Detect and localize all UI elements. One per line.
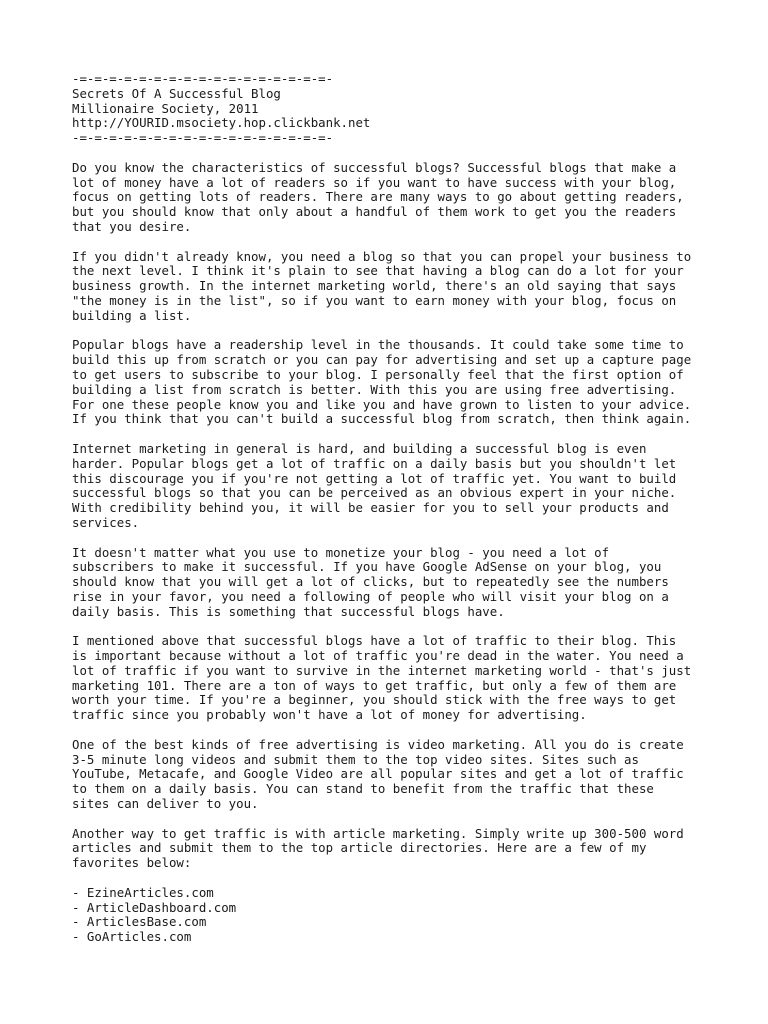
paragraph-line: Internet marketing in general is hard, and building a successful blog is even <box>72 440 647 456</box>
directory-list-item: - EzineArticles.com <box>72 884 214 900</box>
paragraph-line: building a list. <box>72 307 192 323</box>
paragraph-line: sites can deliver to you. <box>72 796 259 812</box>
header-rule-top: -=-=-=-=-=-=-=-=-=-=-=-=-=-=-=-=-=- <box>72 71 334 86</box>
paragraph-line: harder. Popular blogs get a lot of traffic on a daily basis but you shouldn't let <box>72 455 677 471</box>
paragraph-line: "the money is in the list", so if you want to earn money with your blog, focus on <box>72 292 677 308</box>
paragraph-line: daily basis. This is something that successful blogs have. <box>72 603 505 619</box>
paragraph-line: Another way to get traffic is with article marketing. Simply write up 300-500 word <box>72 825 684 841</box>
paragraph-line: lot of money have a lot of readers so if you want to have success with your blog, <box>72 174 677 190</box>
paragraph-line: that you desire. <box>72 218 192 234</box>
paragraph <box>72 442 712 531</box>
paragraph-line: It doesn't matter what you use to monetize your blog - you need a lot of <box>72 544 610 560</box>
paragraph-line: worth your time. If you're a beginner, you should stick with the free ways to get <box>72 692 677 708</box>
paragraph-line: services. <box>72 514 140 530</box>
directory-list-item: - GoArticles.com <box>72 929 192 945</box>
paragraph <box>72 338 712 427</box>
header-rule-bottom: -=-=-=-=-=-=-=-=-=-=-=-=-=-=-=-=-=- <box>72 130 334 146</box>
paragraph-line: With credibility behind you, it will be easier for you to sell your products and <box>72 500 669 516</box>
paragraph-line: should know that you will get a lot of clicks, but to repeatedly see the numbers <box>72 574 669 590</box>
paragraph-line: the next level. I think it's plain to see that having a blog can do a lot for your <box>72 263 684 279</box>
directory-list <box>72 886 712 945</box>
paragraph-line: business growth. In the internet marketing world, there's an old saying that says <box>72 278 677 294</box>
paragraph-line: subscribers to make it successful. If you have Google AdSense on your blog, you <box>72 559 662 575</box>
paragraph-line: articles and submit them to the top article directories. Here are a few of my <box>72 840 647 856</box>
paragraph-line: Popular blogs have a readership level in the thousands. It could take some time to <box>72 337 684 353</box>
paragraph <box>72 546 712 620</box>
paragraph-line: YouTube, Metacafe, and Google Video are all popular sites and get a lot of traffic <box>72 766 684 782</box>
paragraph-line: If you didn't already know, you need a blog so that you can propel your business to <box>72 248 692 264</box>
paragraph-line: One of the best kinds of free advertising is video marketing. All you do is create <box>72 736 684 752</box>
paragraph-line: is important because without a lot of traffic you're dead in the water. You need a <box>72 648 684 664</box>
document-header <box>72 72 712 146</box>
paragraph-line: traffic since you probably won't have a lot of money for advertising. <box>72 707 587 723</box>
paragraph-line: For one these people know you and like you and have grown to listen to your advice. <box>72 396 692 412</box>
paragraph-line: this discourage you if you're not getting a lot of traffic yet. You want to build <box>72 470 677 486</box>
document-title: Secrets Of A Successful Blog <box>72 85 281 101</box>
paragraph-line: but you should know that only about a handful of them work to get you the readers <box>72 204 677 220</box>
author-year: Millionaire Society, 2011 <box>72 100 259 116</box>
paragraph-line: 3-5 minute long videos and submit them to the top video sites. Sites such as <box>72 751 639 767</box>
document-body <box>72 161 712 871</box>
paragraph-line: to them on a daily basis. You can stand to benefit from the traffic that these <box>72 781 654 797</box>
directory-list-item: - ArticleDashboard.com <box>72 899 237 915</box>
paragraph-line: If you think that you can't build a successful blog from scratch, then think again. <box>72 411 692 427</box>
paragraph-line: Do you know the characteristics of successful blogs? Successful blogs that make a <box>72 159 677 175</box>
paragraph-line: marketing 101. There are a ton of ways to get traffic, but only a few of them are <box>72 677 677 693</box>
paragraph-line: to get users to subscribe to your blog. I personally feel that the first option of <box>72 366 684 382</box>
paragraph-line: favorites below: <box>72 855 192 871</box>
paragraph <box>72 250 712 324</box>
paragraph-line: lot of traffic if you want to survive in the internet marketing world - that's just <box>72 662 692 678</box>
paragraph-line: build this up from scratch or you can pay for advertising and set up a capture page <box>72 352 692 368</box>
directory-list-item: - ArticlesBase.com <box>72 914 207 930</box>
document-page <box>72 72 712 945</box>
paragraph-line: I mentioned above that successful blogs have a lot of traffic to their blog. This <box>72 633 677 649</box>
paragraph <box>72 827 712 871</box>
paragraph-line: focus on getting lots of readers. There are many ways to go about getting readers, <box>72 189 684 205</box>
paragraph <box>72 161 712 235</box>
affiliate-url: http://YOURID.msociety.hop.clickbank.net <box>72 115 371 131</box>
paragraph <box>72 738 712 812</box>
paragraph-line: building a list from scratch is better. With this you are using free advertising. <box>72 381 677 397</box>
paragraph-line: successful blogs so that you can be perceived as an obvious expert in your niche. <box>72 485 677 501</box>
paragraph <box>72 634 712 723</box>
paragraph-line: rise in your favor, you need a following of people who will visit your blog on a <box>72 588 669 604</box>
